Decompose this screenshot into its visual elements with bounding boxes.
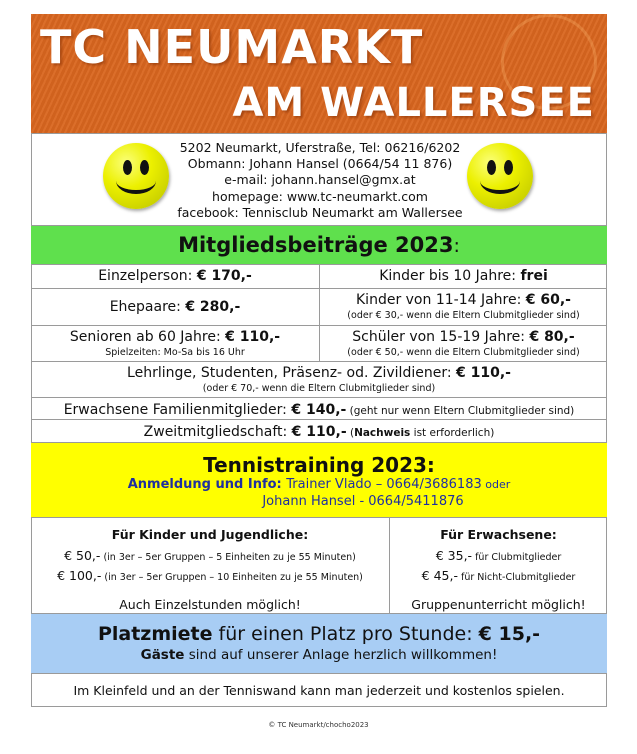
- training-title: Tennistraining 2023:: [203, 453, 435, 477]
- email[interactable]: e-mail: johann.hansel@gmx.at: [224, 172, 416, 188]
- copyright: © TC Neumarkt/chocho2023: [268, 721, 369, 729]
- fees-title: Mitgliedsbeiträge 2023: [178, 233, 454, 257]
- kleinfeld-note: Im Kleinfeld und an der Tenniswand kann man jederzeit und kostenlos spielen.: [73, 683, 565, 698]
- training-contact-1: Anmeldung und Info: Trainer Vlado – 0664/3686183 oder: [127, 477, 511, 492]
- fee-lehrlinge: Lehrlinge, Studenten, Präsenz- od. Zivildiener: € 110,- (oder € 70,- wenn die Eltern Clubmitglieder sind): [31, 362, 607, 398]
- gaeste-line: Gäste sind auf unserer Anlage herzlich willkommen!: [140, 647, 498, 663]
- fees-row-1: [31, 265, 607, 289]
- fee-familie: Erwachsene Familienmitglieder: € 140,- (geht nur wenn Eltern Clubmitglieder sind): [31, 398, 607, 420]
- obmann: Obmann: Johann Hansel (0664/54 11 876): [187, 156, 453, 172]
- facebook[interactable]: facebook: Tennisclub Neumarkt am Wallersee: [177, 204, 463, 220]
- fee-senioren: Senioren ab 60 Jahre: € 110,- Spielzeiten: Mo-Sa bis 16 Uhr: [31, 326, 320, 361]
- fee-ehepaare: Ehepaare: € 280,-: [31, 289, 320, 325]
- banner-subtitle: AM WALLERSEE: [232, 80, 595, 126]
- contact-info: [140, 140, 500, 221]
- training-adults: Für Erwachsene: € 35,- für Clubmitglieder € 45,- für Nicht-Clubmitglieder Gruppenunterricht möglich!: [411, 527, 586, 612]
- fees-row-2: [31, 289, 607, 326]
- fee-zweit: Zweitmitgliedschaft: € 110,- (Nachweis ist erforderlich): [31, 420, 607, 443]
- training-kids: Für Kinder und Jugendliche: € 50,- (in 3er – 5er Gruppen – 5 Einheiten zu je 55 Minuten) € 100,- (in 3er – 5er Gruppen – 10 Einheiten zu je 55 Minuten) Auch Einzelstunden möglich!: [31, 518, 390, 613]
- fee-kinder10: Kinder bis 10 Jahre: frei: [379, 268, 548, 284]
- address: 5202 Neumarkt, Uferstraße, Tel: 06216/6202: [179, 140, 461, 155]
- training-contact-2: Johann Hansel - 0664/5411876: [262, 494, 464, 509]
- fees-heading: Mitgliedsbeiträge 2023:: [31, 225, 607, 265]
- training-options: [31, 518, 607, 614]
- fees-row-3: [31, 326, 607, 362]
- banner-title: TC NEUMARKT: [40, 20, 424, 74]
- platzmiete-line: Platzmiete für einen Platz pro Stunde: € 15,-: [97, 623, 541, 645]
- header-banner: [31, 14, 607, 133]
- fee-kinder1114: Kinder von 11-14 Jahre: € 60,- (oder € 30,- wenn die Eltern Clubmitglieder sind): [347, 292, 580, 321]
- fee-einzel: Einzelperson: € 170,-: [31, 265, 320, 288]
- platzmiete-section: [31, 614, 607, 674]
- fee-schueler: Schüler von 15-19 Jahre: € 80,- (oder € 50,- wenn die Eltern Clubmitglieder sind): [347, 329, 580, 358]
- training-heading: [31, 443, 607, 518]
- homepage[interactable]: homepage: www.tc-neumarkt.com: [212, 188, 428, 204]
